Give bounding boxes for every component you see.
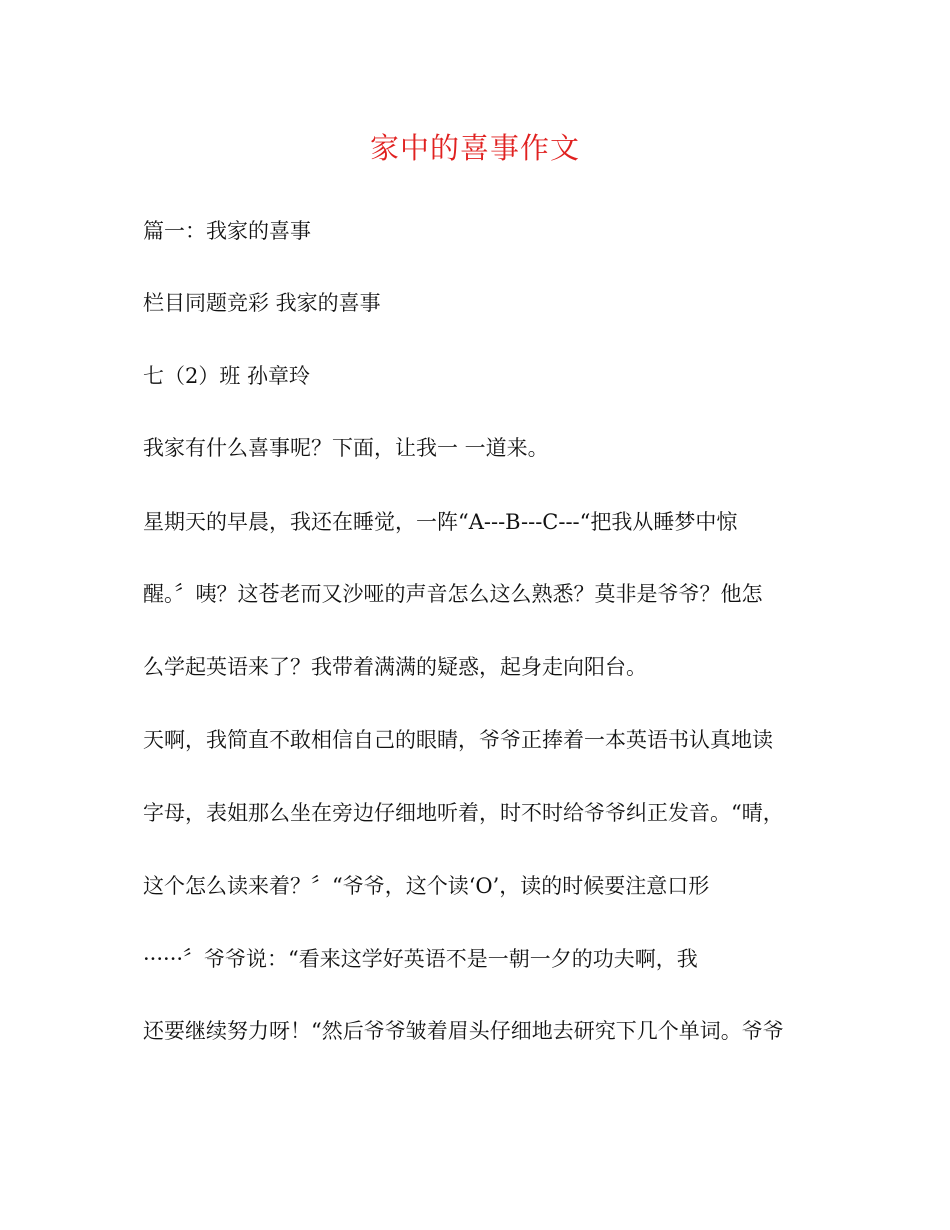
chapter-heading: 篇一：我家的喜事 bbox=[143, 219, 311, 243]
author-line: 七（2）班 孙章玲 bbox=[143, 364, 311, 388]
document-title: 家中的喜事作文 bbox=[369, 131, 580, 165]
body-text-line: 么学起英语来了？我带着满满的疑惑，起身走向阳台。 bbox=[143, 655, 647, 679]
body-text-line: 字母，表姐那么坐在旁边仔细地听着，时不时给爷爷纠正发音。“晴， bbox=[143, 801, 784, 825]
column-heading: 栏目同题竞彩 我家的喜事 bbox=[143, 291, 381, 315]
body-text-line: 还要继续努力呀！“然后爷爷皱着眉头仔细地去研究下几个单词。爷爷 bbox=[143, 1019, 784, 1043]
body-text-line: 这个怎么读来着？〞“爷爷，这个读‘O’，读的时候要注意口形 bbox=[143, 874, 710, 898]
body-text-line: 星期天的早晨，我还在睡觉，一阵“A---B---C---“把我从睡梦中惊 bbox=[143, 510, 738, 534]
body-text-line: ······〞爷爷说：“看来这学好英语不是一朝一夕的功夫啊，我 bbox=[143, 947, 698, 971]
body-text-line: 我家有什么喜事呢？下面，让我一 一道来。 bbox=[143, 436, 549, 460]
body-text-line: 天啊，我简直不敢相信自己的眼睛，爷爷正捧着一本英语书认真地读 bbox=[143, 728, 773, 752]
body-text-line: 醒。〞咦？这苍老而又沙哑的声音怎么这么熟悉？莫非是爷爷？他怎 bbox=[143, 582, 763, 606]
